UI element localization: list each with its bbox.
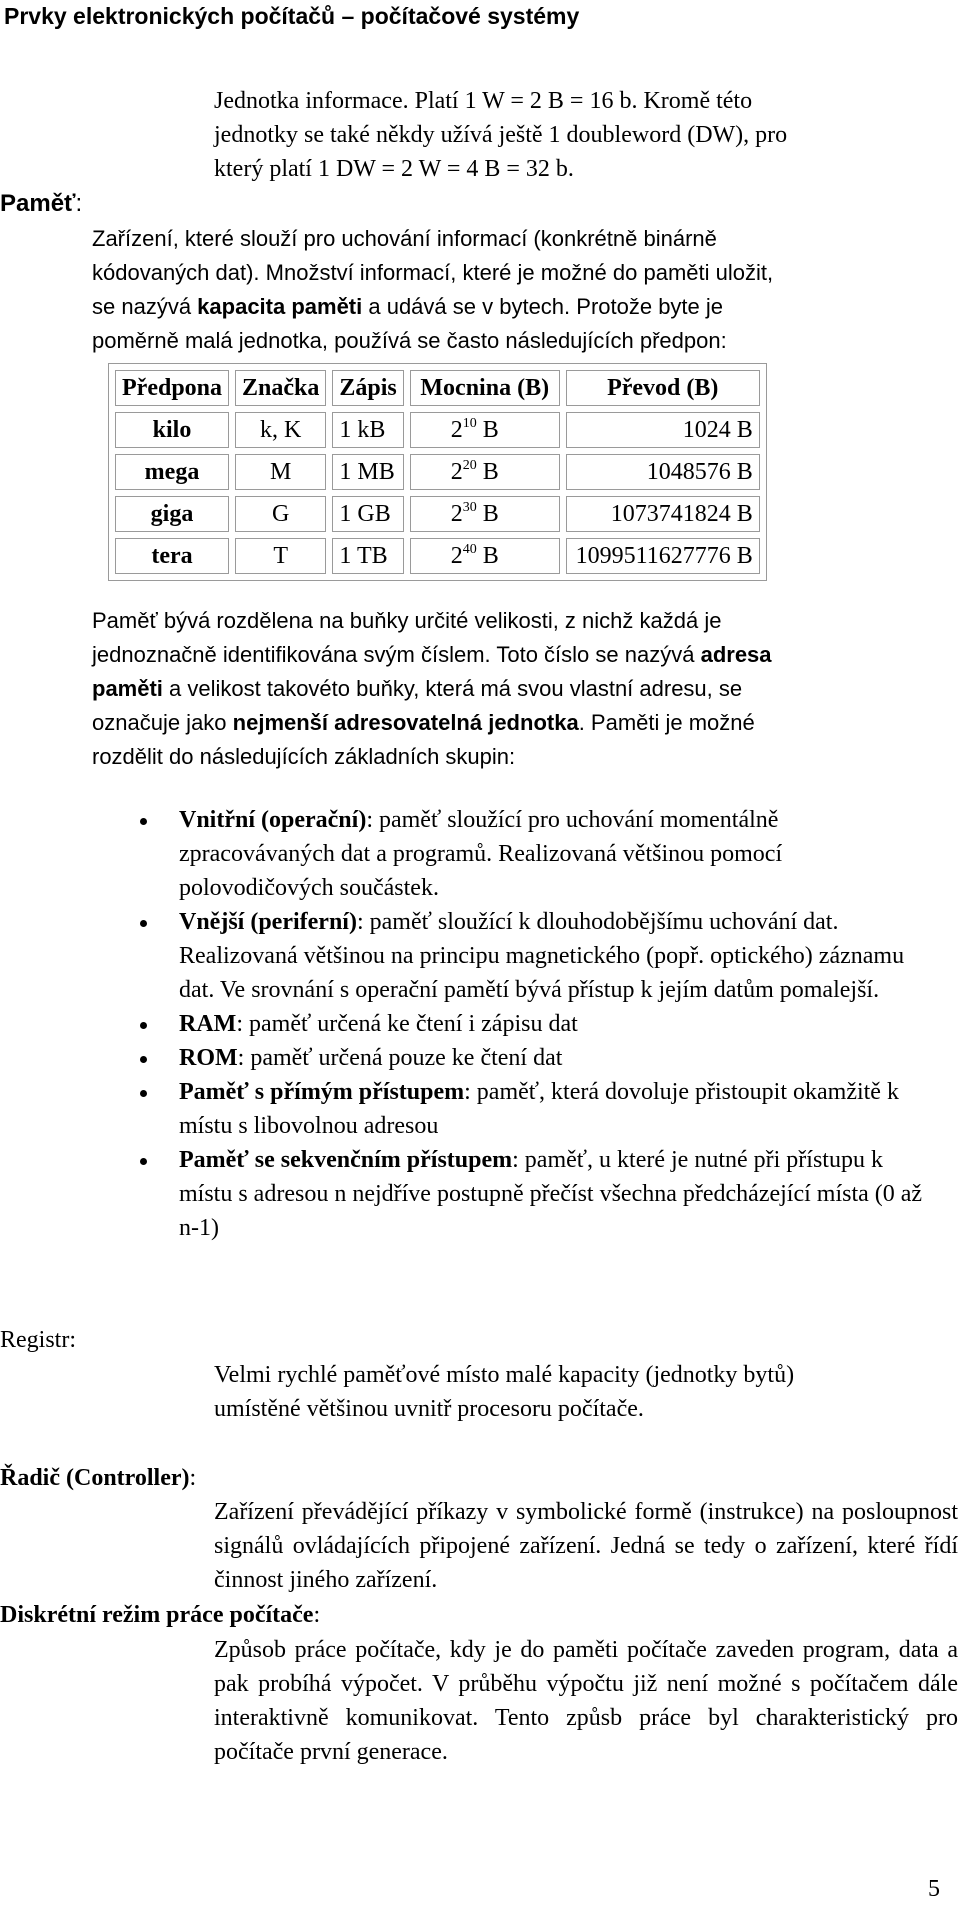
pamet-intro-line-4: poměrně malá jednotka, používá se často následujících předpon:	[92, 328, 727, 353]
registr-line-2: umístěné většinou uvnitř procesoru počítače.	[214, 1396, 644, 1422]
pamet-intro-line-1: Zařízení, které slouží pro uchování informací (konkrétně binárně	[92, 226, 717, 251]
cells-line-2	[92, 638, 958, 672]
table-header-cell: Značka	[235, 370, 326, 406]
power-unit: B	[482, 542, 499, 569]
list-item-text: : paměť určená ke čtení i zápisu dat	[236, 1011, 578, 1037]
cells-line-5: rozdělit do následujících základních skupin:	[92, 744, 516, 769]
cells-line-4	[92, 706, 958, 740]
word-def-line-2: jednotky se také někdy užívá ještě 1 doubleword (DW), pro	[214, 122, 788, 148]
bullet-icon	[140, 1022, 147, 1029]
term-radic	[0, 1461, 196, 1495]
list-item	[140, 1075, 940, 1143]
cells-line-2-text: jednoznačně identifikována svým číslem. Toto číslo se nazývá	[92, 642, 701, 667]
page-header-title: Prvky elektronických počítačů – počítačové systémy	[4, 3, 580, 29]
list-item-text: : paměť určená pouze ke čtení dat	[237, 1045, 563, 1071]
term-radic-colon: :	[189, 1465, 197, 1491]
pamet-intro	[92, 222, 958, 358]
table-header-row	[115, 370, 760, 406]
address-term-part-2: paměti	[92, 676, 163, 701]
address-term-part-1: adresa	[700, 642, 772, 667]
diskretni-definition: Způsob práce počítače, kdy je do paměti počítače zaveden program, data a pak probíhá výpočet. V průběhu výpočtu již není možné s počítačem dále interaktivně komunikovat. Tento způsb práce byl charakteristický pro počítače první generace.	[214, 1637, 958, 1765]
table-header-cell: Mocnina (B)	[410, 370, 560, 406]
power-unit: B	[482, 458, 499, 485]
list-item-term: Vnitřní (operační)	[179, 807, 367, 833]
bullet-icon	[140, 1158, 147, 1165]
word-definition	[214, 84, 958, 186]
term-registr: Registr:	[0, 1327, 76, 1353]
page-number: 5	[928, 1876, 940, 1902]
pamet-intro-line-2: kódovaných dat). Množství informací, které je možné do paměti uložit,	[92, 260, 774, 285]
bullet-icon	[140, 1056, 147, 1063]
term-diskretni-rezim	[0, 1598, 320, 1632]
power-base: 2	[450, 500, 463, 527]
pamet-intro-line-3	[92, 290, 958, 324]
term-radic-label: Řadič (Controller)	[0, 1465, 190, 1491]
table-cell-power	[410, 496, 560, 532]
cells-line-4-pre: označuje jako	[92, 710, 233, 735]
list-item	[140, 905, 940, 1007]
table-row	[115, 496, 760, 532]
table-cell-prefix: kilo	[115, 412, 229, 448]
list-item-term: RAM	[179, 1011, 237, 1037]
power-base: 2	[450, 542, 463, 569]
table-header-cell: Zápis	[332, 370, 403, 406]
cells-line-1: Paměť bývá rozdělena na buňky určité velikosti, z nichž každá je	[92, 608, 722, 633]
table-row	[115, 538, 760, 574]
power-exponent: 10	[462, 415, 477, 431]
table-cell-power	[410, 454, 560, 490]
table-cell-power	[410, 412, 560, 448]
list-item	[140, 1007, 940, 1041]
unit-prefix-table	[108, 363, 767, 581]
table-cell-notation: 1 TB	[332, 538, 403, 574]
table-row	[115, 454, 760, 490]
registr-line-1: Velmi rychlé paměťové místo malé kapacity (jednotky bytů)	[214, 1362, 795, 1388]
table-cell-value: 1024 B	[566, 412, 760, 448]
term-pamet-colon: :	[75, 190, 83, 217]
pamet-intro-line-3-post: a udává se v bytech. Protože byte je	[362, 294, 724, 319]
list-item-text: : paměť, která dovoluje přistoupit okamžitě k místu s libovolnou adresou	[179, 1079, 899, 1139]
power-unit: B	[482, 500, 499, 527]
table-cell-prefix: tera	[115, 538, 229, 574]
bullet-icon	[140, 1090, 147, 1097]
term-diskretni-label: Diskrétní režim práce počítače	[0, 1602, 314, 1628]
table-cell-symbol: T	[235, 538, 326, 574]
power-base: 2	[450, 458, 463, 485]
table-cell-value: 1073741824 B	[566, 496, 760, 532]
list-item	[140, 803, 940, 905]
list-item-term: Paměť se sekvenčním přístupem	[179, 1147, 513, 1173]
radic-definition: Zařízení převádějící příkazy v symbolické formě (instrukce) na posloupnost signálů ovládajících připojené zařízení. Jedná se tedy o zařízení, které řídí činnost jiného zařízení.	[214, 1499, 958, 1593]
power-exponent: 40	[462, 541, 477, 557]
term-diskretni-colon: :	[313, 1602, 321, 1628]
capacity-term: kapacita paměti	[197, 294, 363, 319]
power-exponent: 30	[462, 499, 477, 515]
table-cell-symbol: G	[235, 496, 326, 532]
table-cell-symbol: M	[235, 454, 326, 490]
bullet-icon	[140, 818, 147, 825]
table-cell-value: 1099511627776 B	[566, 538, 760, 574]
registr-definition	[214, 1358, 958, 1426]
cells-line-3-text: a velikost takovéto buňky, která má svou vlastní adresu, se	[162, 676, 743, 701]
table-cell-symbol: k, K	[235, 412, 326, 448]
power-unit: B	[482, 416, 499, 443]
cells-line-3	[92, 672, 958, 706]
table-cell-power	[410, 538, 560, 574]
word-def-line-3: který platí 1 DW = 2 W = 4 B = 32 b.	[214, 156, 574, 182]
pamet-intro-line-3-pre: se nazývá	[92, 294, 198, 319]
list-item-term: ROM	[179, 1045, 238, 1071]
table-row	[115, 412, 760, 448]
table-cell-value: 1048576 B	[566, 454, 760, 490]
term-pamet-label: Paměť	[0, 190, 76, 217]
table-cell-notation: 1 GB	[332, 496, 403, 532]
table-cell-notation: 1 MB	[332, 454, 403, 490]
list-item-text: : paměť, u které je nutné při přístupu k místu s adresou n nejdříve postupně přečíst všechna předcházející místa (0 až n-1)	[179, 1147, 923, 1241]
cells-line-4-post: . Paměti je možné	[578, 710, 755, 735]
memory-kinds-list	[140, 803, 940, 1245]
list-item	[140, 1143, 940, 1245]
table-cell-prefix: giga	[115, 496, 229, 532]
list-item-text: : paměť sloužící k dlouhodobějšímu uchování dat. Realizovaná většinou na principu magnetického (popř. optického) záznamu dat. Ve srovnání s operační pamětí bývá přístup k jejím datům pomalejší.	[179, 909, 905, 1003]
table-header-cell: Převod (B)	[566, 370, 760, 406]
term-pamet	[0, 187, 82, 221]
smallest-unit-term: nejmenší adresovatelná jednotka	[232, 710, 579, 735]
table-cell-notation: 1 kB	[332, 412, 403, 448]
power-exponent: 20	[462, 457, 477, 473]
list-item-text: : paměť sloužící pro uchování momentálně zpracovávaných dat a programů. Realizovaná většinou pomocí polovodičových součástek.	[179, 807, 783, 901]
pamet-cells-paragraph	[92, 604, 958, 774]
power-base: 2	[450, 416, 463, 443]
table-header-cell: Předpona	[115, 370, 229, 406]
list-item	[140, 1041, 940, 1075]
list-item-term: Paměť s přímým přístupem	[179, 1079, 465, 1105]
list-item-term: Vnější (periferní)	[179, 909, 357, 935]
table-cell-prefix: mega	[115, 454, 229, 490]
word-def-line-1: Jednotka informace. Platí 1 W = 2 B = 16 b. Kromě této	[214, 88, 753, 114]
bullet-icon	[140, 920, 147, 927]
